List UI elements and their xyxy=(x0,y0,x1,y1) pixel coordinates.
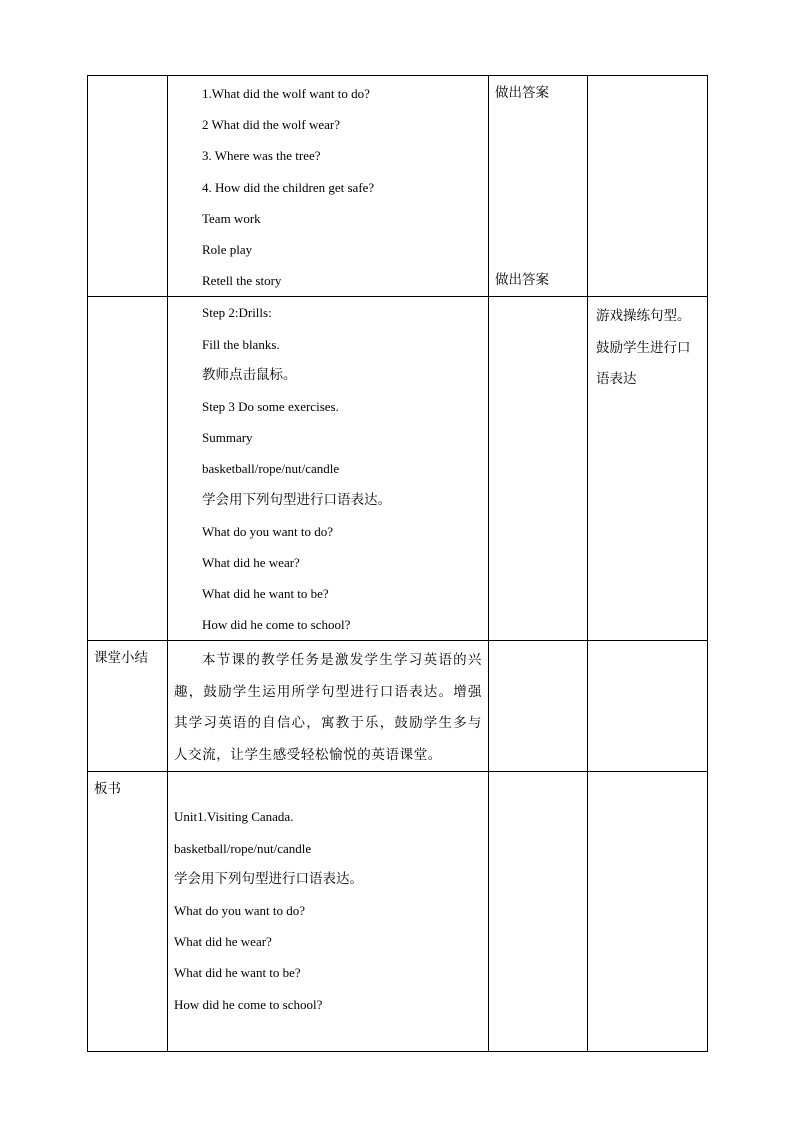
intent-cell xyxy=(588,772,708,1052)
section-label: 板书 xyxy=(94,781,121,798)
content-line: How did he come to school? xyxy=(202,617,351,633)
intent-cell xyxy=(588,297,708,641)
content-line: 2 What did the wolf wear? xyxy=(202,117,341,133)
content-line: What did he want to be? xyxy=(202,586,329,602)
content-line: What do you want to do? xyxy=(202,523,334,539)
activity-cell xyxy=(489,76,588,297)
section-label-cell xyxy=(88,297,168,641)
content-line: Fill the blanks. xyxy=(202,336,280,352)
summary-paragraph: 本节课的教学任务是激发学生学习英语的兴趣，鼓励学生运用所学句型进行口语表达。增强其学习英语的自信心，寓教于乐，鼓励学生多与人交流，让学生感受轻松愉悦的英语课堂。 xyxy=(174,652,482,763)
board-line: What do you want to do? xyxy=(174,903,306,918)
intent-line: 游戏操练句型。 xyxy=(596,308,691,325)
content-line: What did he wear? xyxy=(202,554,300,570)
content-cell xyxy=(168,297,489,641)
content-line: 4. How did the children get safe? xyxy=(202,179,375,195)
activity-cell xyxy=(489,641,588,772)
content-line: Summary xyxy=(202,430,253,446)
section-label-cell xyxy=(88,772,168,1052)
intent-cell xyxy=(588,641,708,772)
activity-cell xyxy=(489,772,588,1052)
board-line: How did he come to school? xyxy=(174,996,323,1012)
table-row xyxy=(88,772,708,1052)
board-line: basketball/rope/nut/candle xyxy=(174,840,312,856)
activity-note: 做出答案 xyxy=(495,85,549,101)
section-label: 课堂小结 xyxy=(94,650,148,667)
section-label-cell xyxy=(88,76,168,297)
activity-cell xyxy=(489,297,588,641)
content-line: Step 3 Do some exercises. xyxy=(202,398,339,414)
content-line: 教师点击鼠标。 xyxy=(202,366,297,383)
lesson-plan-table xyxy=(87,75,708,1052)
content-cell xyxy=(168,641,489,772)
content-line: 3. Where was the tree? xyxy=(202,148,321,164)
content-line: Retell the story xyxy=(202,273,282,289)
table-row xyxy=(88,641,708,772)
board-line: Unit1.Visiting Canada. xyxy=(174,809,294,825)
content-line: 1.What did the wolf want to do? xyxy=(202,86,370,101)
content-cell xyxy=(168,76,489,297)
content-line: 学会用下列句型进行口语表达。 xyxy=(202,491,391,508)
board-line: 学会用下列句型进行口语表达。 xyxy=(174,870,363,887)
intent-line: 鼓励学生进行口 xyxy=(596,339,691,356)
content-line: basketball/rope/nut/candle xyxy=(202,461,340,477)
content-line: Step 2:Drills: xyxy=(202,305,272,321)
section-label-cell xyxy=(88,641,168,772)
content-line: Role play xyxy=(202,241,253,257)
intent-line: 语表达 xyxy=(596,370,637,387)
board-line: What did he want to be? xyxy=(174,965,301,981)
content-cell xyxy=(168,772,489,1052)
content-line: Team work xyxy=(202,210,261,226)
activity-note: 做出答案 xyxy=(495,272,549,289)
board-line: What did he wear? xyxy=(174,934,272,950)
intent-cell xyxy=(588,76,708,297)
table-row xyxy=(88,297,708,641)
table-row xyxy=(88,76,708,297)
